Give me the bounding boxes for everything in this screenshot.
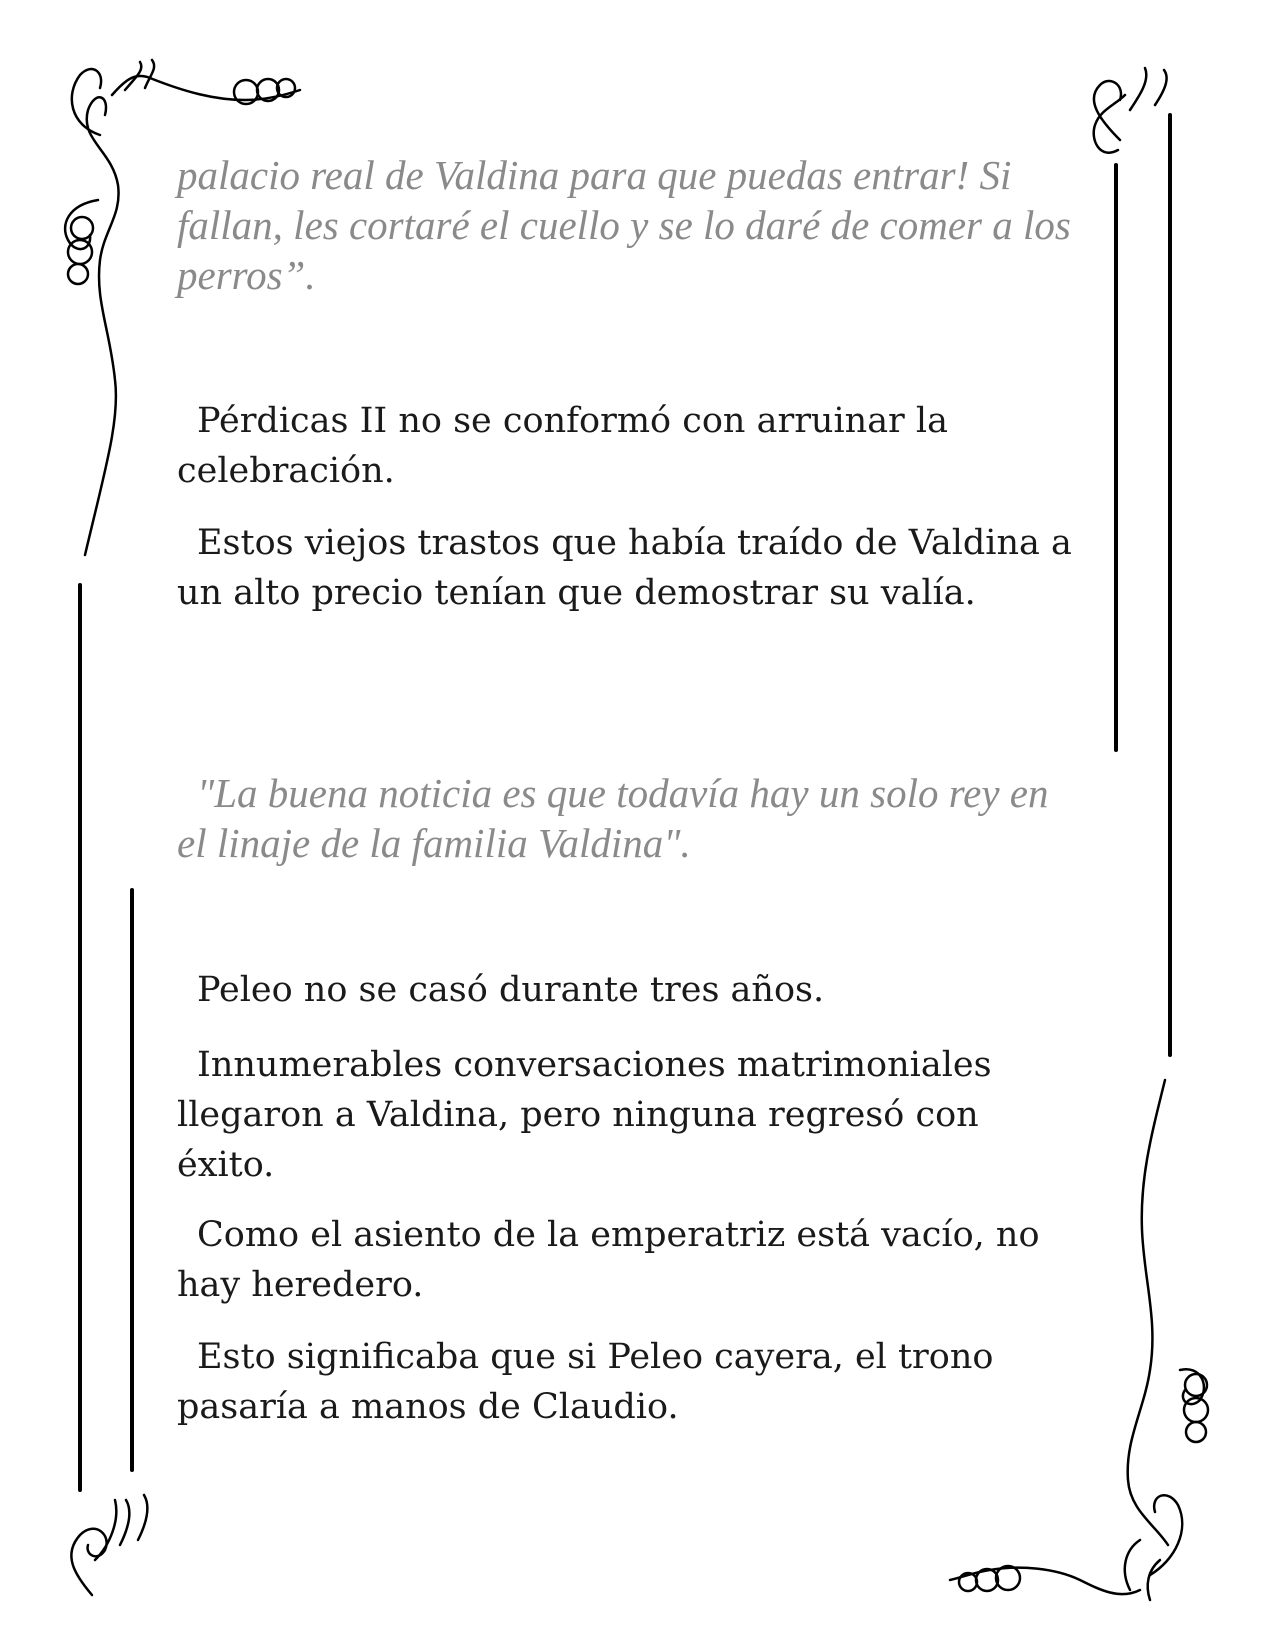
flourish-bottom-left bbox=[71, 1495, 147, 1595]
quote-paragraph-1: palacio real de Valdina para que puedas entrar! Si fallan, les cortaré el cuello y se lo daré de comer a los perros”. bbox=[177, 152, 1071, 298]
narration-paragraph-6: Esto significaba que si Peleo cayera, el trono pasaría a manos de Claudio. bbox=[177, 1337, 994, 1427]
quote-paragraph-2: "La buena noticia es que todavía hay un solo rey en el linaje de la familia Valdina". bbox=[177, 770, 1049, 866]
narration-paragraph-3: Peleo no se casó durante tres años. bbox=[197, 970, 825, 1010]
narration-paragraph-4: Innumerables conversaciones matrimoniales llegaron a Valdina, pero ninguna regresó con éxito. bbox=[177, 1045, 992, 1185]
flourish-top-right bbox=[1094, 68, 1167, 153]
narration-paragraph-5: Como el asiento de la emperatriz está vacío, no hay heredero. bbox=[177, 1215, 1040, 1305]
narration-paragraph-2: Estos viejos trastos que había traído de Valdina a un alto precio tenían que demostrar su valía. bbox=[177, 523, 1072, 613]
narration-paragraph-1: Pérdicas II no se conformó con arruinar la celebración. bbox=[177, 401, 948, 491]
